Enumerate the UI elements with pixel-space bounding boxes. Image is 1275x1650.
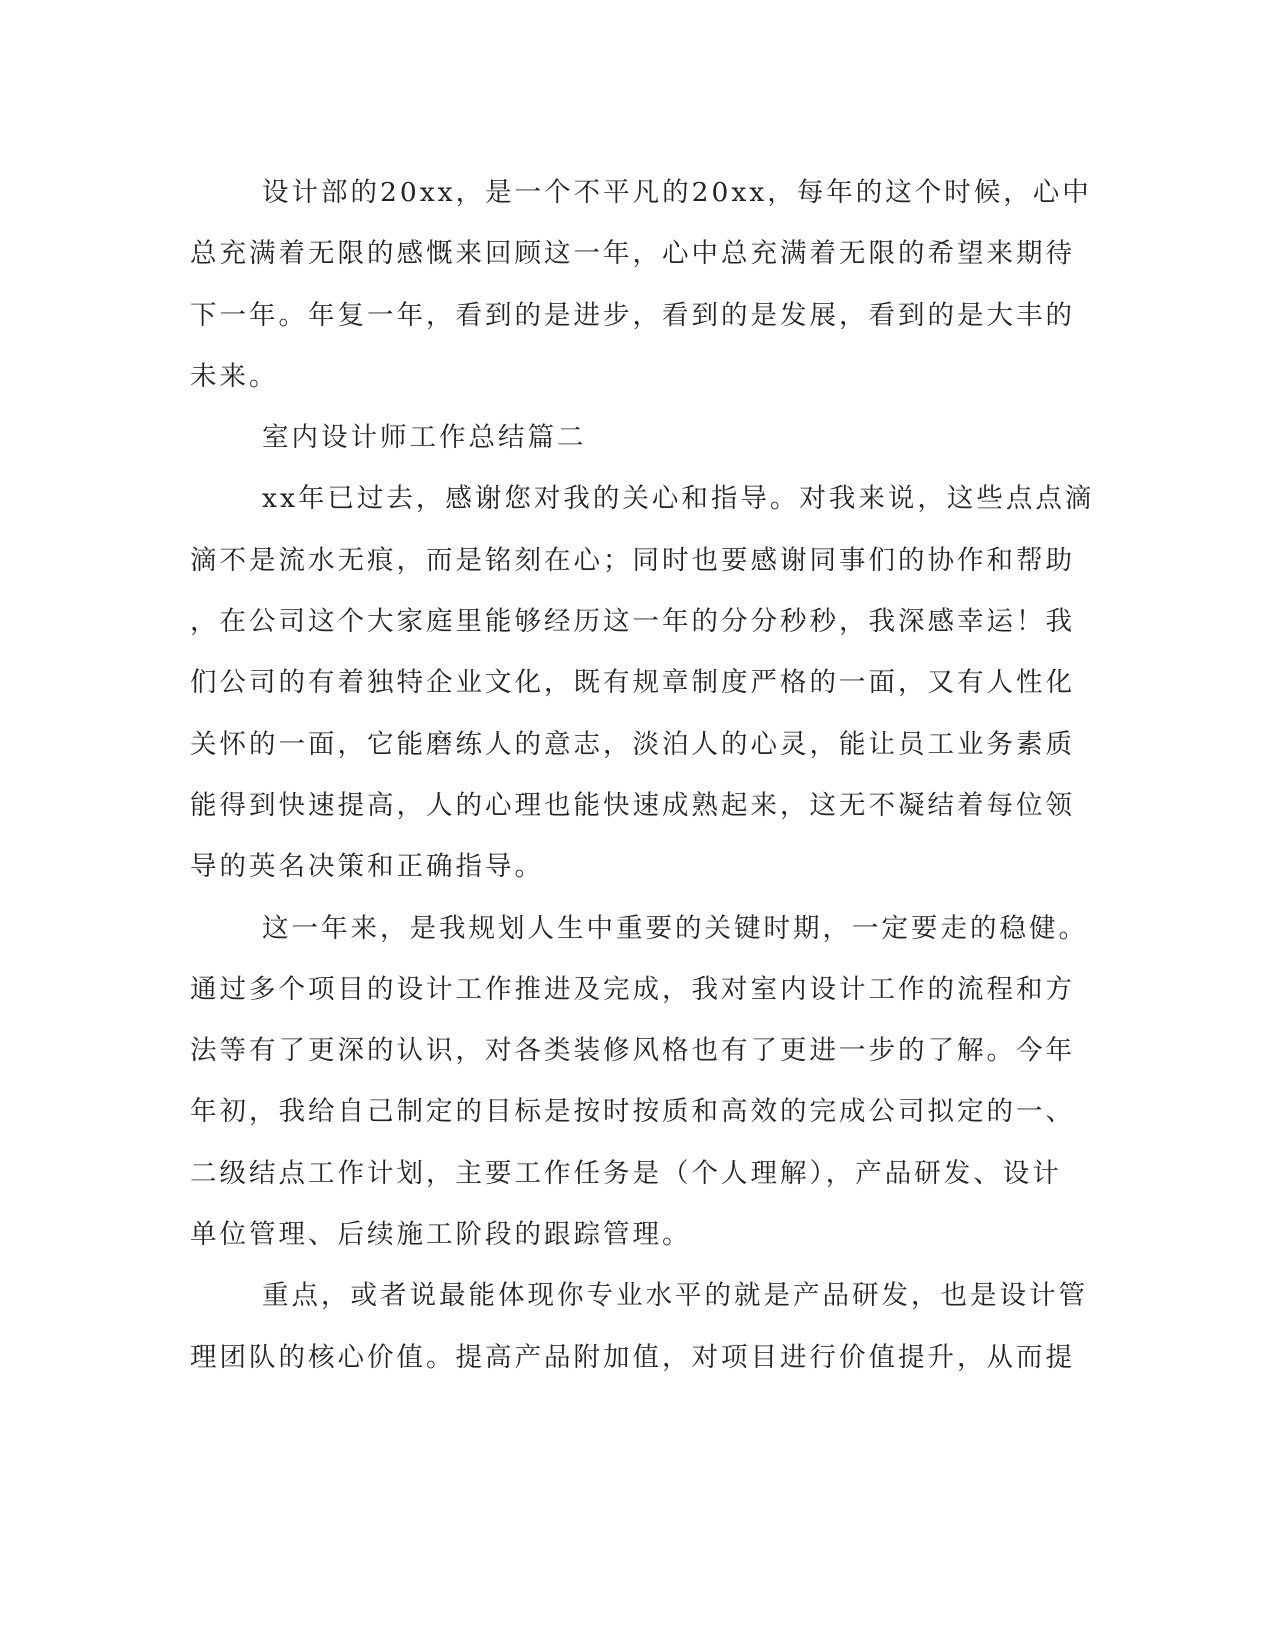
- text-line: 关怀的一面，它能磨练人的意志，淡泊人的心灵，能让员工业务素质: [190, 728, 1075, 760]
- section-heading: 室内设计师工作总结篇二: [262, 422, 587, 454]
- text-line: 重点，或者说最能体现你专业水平的就是产品研发，也是设计管: [262, 1280, 1088, 1312]
- text-line: 二级结点工作计划，主要工作任务是（个人理解），产品研发、设计: [190, 1157, 1062, 1189]
- text-line: 总充满着无限的感慨来回顾这一年，心中总充满着无限的希望来期待: [190, 238, 1075, 270]
- text-line: 们公司的有着独特企业文化，既有规章制度严格的一面，又有人性化: [190, 667, 1075, 699]
- document-body: [190, 162, 1095, 1388]
- text-line: 设计部的20xx，是一个不平凡的20xx，每年的这个时候，心中: [262, 177, 1092, 208]
- text-line: 理团队的核心价值。提高产品附加值，对项目进行价值提升，从而提: [190, 1341, 1075, 1373]
- text-line: 年初，我给自己制定的目标是按时按质和高效的完成公司拟定的一、: [190, 1096, 1075, 1128]
- text-line: 能得到快速提高，人的心理也能快速成熟起来，这无不凝结着每位领: [190, 789, 1075, 821]
- text-line: 导的英名决策和正确指导。: [190, 851, 544, 883]
- text-line: 下一年。年复一年，看到的是进步，看到的是发展，看到的是大丰的: [190, 299, 1075, 331]
- text-line: 这一年来，是我规划人生中重要的关键时期，一定要走的稳健。: [262, 912, 1088, 944]
- text-line: 未来。: [190, 360, 279, 392]
- text-line: 法等有了更深的认识，对各类装修风格也有了更进一步的了解。今年: [190, 1035, 1075, 1067]
- text-line: 通过多个项目的设计工作推进及完成，我对室内设计工作的流程和方: [190, 973, 1075, 1005]
- text-line: xx年已过去，感谢您对我的关心和指导。对我来说，这些点点滴: [262, 483, 1095, 515]
- text-line: 单位管理、后续施工阶段的跟踪管理。: [190, 1219, 692, 1251]
- text-line: 滴不是流水无痕，而是铭刻在心；同时也要感谢同事们的协作和帮助: [190, 544, 1075, 576]
- text-line: ，在公司这个大家庭里能够经历这一年的分分秒秒，我深感幸运！我: [190, 606, 1075, 638]
